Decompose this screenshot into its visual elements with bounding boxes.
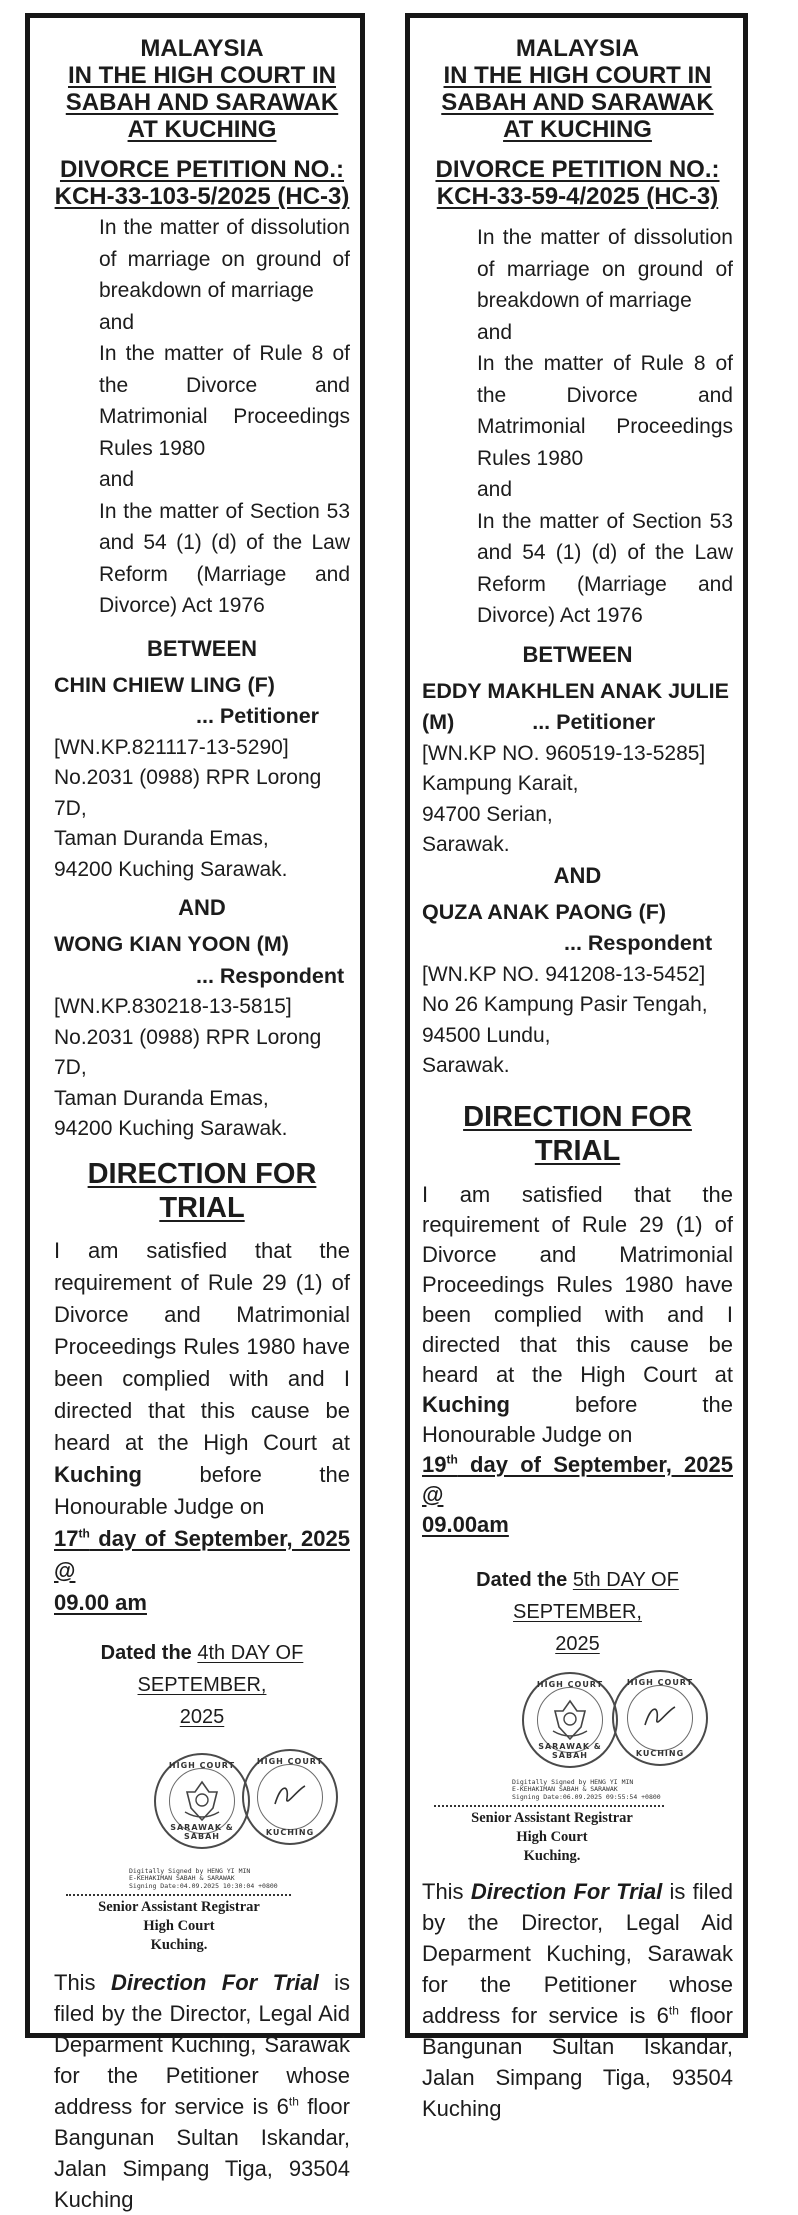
court-line-3: AT KUCHING <box>503 116 652 143</box>
signature-icon <box>267 1774 313 1820</box>
matter-section-53: In the matter of Section 53 and 54 (1) (d) of the Law Reform (Marriage and Divorce) Act 1976 <box>99 499 350 617</box>
country: MALAYSIA <box>515 35 640 62</box>
registrar-block <box>422 1809 682 1866</box>
petitioner-address-3: 94200 Kuching Sarawak. <box>54 857 288 881</box>
respondent-address-1: No.2031 (0988) RPR Lorong 7D, <box>54 1025 322 1079</box>
respondent-address-3: Sarawak. <box>422 1054 510 1077</box>
trial-date <box>422 1452 733 1507</box>
sig-line-3: Signing Date:04.09.2025 10:30:04 +0800 <box>129 1881 278 1890</box>
petition-number: KCH-33-103-5/2025 (HC-3) <box>54 183 350 210</box>
digital-signature <box>54 1868 350 1891</box>
and-heading: AND <box>178 895 226 920</box>
body-place: Kuching <box>54 1461 142 1487</box>
court-seal-left <box>154 1753 250 1849</box>
petitioner-address-2: Taman Duranda Emas, <box>54 827 269 850</box>
filed-floor-suffix: th <box>288 2094 299 2109</box>
trial-day: 17 <box>54 1525 79 1551</box>
court-line-1: IN THE HIGH COURT IN <box>443 62 712 89</box>
direction-title-text: DIRECTION FOR TRIAL <box>87 1157 317 1224</box>
sig-line-2: E-KEHAKIMAN SABAH & SARAWAK <box>512 1785 618 1793</box>
coat-of-arms-icon <box>179 1778 225 1824</box>
dated-year: 2025 <box>179 1705 225 1728</box>
trial-time: 09.00 am <box>54 1589 147 1615</box>
petitioner-address-2: 94700 Serian, <box>422 802 553 826</box>
petitioner-block <box>422 676 733 861</box>
dated-block <box>54 1637 350 1733</box>
seal-right-top-text: HIGH COURT <box>256 1756 324 1766</box>
filed-pre: This <box>422 1879 471 1904</box>
petition-label: DIVORCE PETITION NO.: <box>435 156 720 183</box>
respondent-role: ... Respondent <box>564 931 713 955</box>
respondent-address-2: Taman Duranda Emas, <box>54 1086 269 1110</box>
respondent-name: QUZA ANAK PAONG (F) <box>422 899 667 924</box>
body-text-mid: before the Honourable Judge on <box>54 1461 350 1519</box>
filed-emphasis: Direction For Trial <box>470 1879 663 1904</box>
matter-and-2: and <box>477 478 513 501</box>
direction-title <box>54 1157 350 1225</box>
body-text-pre: I am satisfied that the requirement of Rule 29 (1) of Divorce and Matrimonial Proceedings Rules 1980 have been complied with and I directed that this cause be heard at the High Court at <box>422 1181 733 1387</box>
trial-date <box>54 1526 350 1583</box>
filed-by-note <box>54 1967 350 2215</box>
seal-left-bottom-text: SARAWAK & SABAH <box>538 1741 602 1760</box>
dated-year: 2025 <box>555 1632 600 1655</box>
seal-right-bottom-text: KUCHING <box>265 1827 315 1837</box>
registrar-title: Senior Assistant Registrar <box>98 1899 260 1915</box>
direction-body <box>422 1180 733 1540</box>
registrar-place: Kuching. <box>523 1848 581 1864</box>
trial-date-rest: day of September, 2025 @ <box>54 1525 350 1583</box>
filed-emphasis: Direction For Trial <box>110 1970 319 1995</box>
respondent-address-3: 94200 Kuching Sarawak. <box>54 1117 288 1140</box>
seals-area <box>54 1743 350 1868</box>
matter-rule-8: In the matter of Rule 8 of the Divorce and Matrimonial Proceedings Rules 1980 <box>477 352 733 470</box>
matter-section-53: In the matter of Section 53 and 54 (1) (d) of the Law Reform (Marriage and Divorce) Act 1976 <box>477 509 733 627</box>
registrar-title: Senior Assistant Registrar <box>471 1810 633 1826</box>
respondent-address-1: No 26 Kampung Pasir Tengah, <box>422 993 708 1016</box>
and-heading: AND <box>553 862 602 888</box>
petitioner-address-3: Sarawak. <box>422 833 510 856</box>
petitioner-ic: [WN.KP.821117-13-5290] <box>54 735 289 759</box>
filed-pre: This <box>54 1970 111 1995</box>
respondent-block <box>54 929 350 1145</box>
digital-signature <box>422 1779 733 1802</box>
respondent-ic: [WN.KP NO. 941208-13-5452] <box>422 962 706 986</box>
petitioner-name: CHIN CHIEW LING (F) <box>54 672 275 697</box>
seals-area <box>422 1664 733 1779</box>
seal-left-bottom-text: SARAWAK & SABAH <box>170 1822 234 1841</box>
filed-floor-suffix: th <box>668 2003 679 2018</box>
petition-number: KCH-33-59-4/2025 (HC-3) <box>436 183 719 210</box>
between-heading: BETWEEN <box>522 641 633 667</box>
petitioner-role: ... Petitioner <box>532 710 656 734</box>
court-line-3: AT KUCHING <box>127 116 277 143</box>
signature-line <box>66 1894 291 1896</box>
matter-dissolution: In the matter of dissolution of marriage on ground of breakdown of marriage <box>477 226 733 312</box>
respondent-block <box>422 897 733 1082</box>
petitioner-name: EDDY MAKHLEN ANAK JULIE <box>422 678 729 703</box>
filed-post: floor Bangunan Sultan Iskandar, Jalan Simpang Tiga, 93504 Kuching <box>54 2094 350 2212</box>
direction-title-text: DIRECTION FOR TRIAL <box>463 1100 692 1167</box>
petitioner-address-1: Kampung Karait, <box>422 772 579 795</box>
respondent-role: ... Respondent <box>196 963 345 988</box>
trial-day-suffix: th <box>446 1452 458 1467</box>
registrar-court: High Court <box>143 1918 215 1934</box>
trial-day-suffix: th <box>78 1526 90 1541</box>
signature-icon <box>637 1695 683 1741</box>
petition-number-block <box>422 156 733 210</box>
petition-number-block <box>54 156 350 210</box>
sig-line-2: E-KEHAKIMAN SABAH & SARAWAK <box>129 1874 235 1882</box>
respondent-ic: [WN.KP.830218-13-5815] <box>54 995 292 1018</box>
notice-left <box>25 13 365 2212</box>
matters-block <box>54 212 350 622</box>
body-text-mid: before the Honourable Judge on <box>422 1391 733 1447</box>
filed-mid: is filed by the Director, Legal Aid Deparment Kuching, Sarawak for the Petitioner whose address for service is 6 <box>422 1879 733 2028</box>
coat-of-arms-icon <box>547 1697 593 1743</box>
filed-by-note <box>422 1876 733 2124</box>
petition-label: DIVORCE PETITION NO.: <box>59 156 344 183</box>
trial-date-rest: day of September, 2025 @ <box>422 1451 733 1507</box>
court-line-1: IN THE HIGH COURT IN <box>68 62 336 89</box>
respondent-address-2: 94500 Lundu, <box>422 1023 551 1047</box>
court-seal-right <box>242 1749 338 1845</box>
matter-and-1: and <box>99 310 135 334</box>
direction-title <box>422 1100 733 1168</box>
sig-line-1: Digitally Signed by HENG YI MIN <box>512 1777 634 1786</box>
dated-label: Dated the <box>100 1641 198 1664</box>
court-header <box>422 35 733 143</box>
matter-rule-8: In the matter of Rule 8 of the Divorce and Matrimonial Proceedings Rules 1980 <box>99 342 350 460</box>
court-line-2: SABAH AND SARAWAK <box>441 89 714 116</box>
petitioner-name-suffix: (M) <box>422 710 455 734</box>
body-text-pre: I am satisfied that the requirement of Rule 29 (1) of Divorce and Matrimonial Proceedings Rules 1980 have been complied with and I directed that this cause be heard at the High Court at <box>54 1237 350 1455</box>
petitioner-role: ... Petitioner <box>196 704 320 728</box>
body-place: Kuching <box>422 1391 510 1417</box>
registrar-court: High Court <box>516 1829 588 1845</box>
seal-left-top-text: HIGH COURT <box>536 1679 604 1689</box>
trial-time: 09.00am <box>422 1511 509 1537</box>
notice-right <box>405 13 748 2121</box>
court-header <box>54 35 350 143</box>
registrar-place: Kuching. <box>150 1937 208 1953</box>
between-heading: BETWEEN <box>147 635 257 661</box>
petitioner-address-1: No.2031 (0988) RPR Lorong 7D, <box>54 766 322 820</box>
seal-left-top-text: HIGH COURT <box>168 1760 236 1770</box>
court-line-2: SABAH AND SARAWAK <box>65 89 339 116</box>
country: MALAYSIA <box>140 35 264 62</box>
matter-and-1: and <box>477 320 513 344</box>
signature-line <box>434 1805 664 1807</box>
dated-block <box>422 1564 733 1660</box>
filed-mid: is filed by the Director, Legal Aid Deparment Kuching, Sarawak for the Petitioner whose address for service is 6 <box>54 1970 350 2119</box>
matters-block <box>422 222 733 632</box>
respondent-name: WONG KIAN YOON (M) <box>54 932 289 956</box>
petitioner-block <box>54 670 350 886</box>
sig-line-3: Signing Date:06.09.2025 09:55:54 +0800 <box>512 1792 661 1801</box>
petitioner-ic: [WN.KP NO. 960519-13-5285] <box>422 741 706 765</box>
seal-right-bottom-text: KUCHING <box>635 1748 685 1758</box>
filed-post: floor Bangunan Sultan Iskandar, Jalan Simpang Tiga, 93504 Kuching <box>422 2003 733 2121</box>
seal-right-top-text: HIGH COURT <box>626 1677 694 1687</box>
trial-day: 19 <box>422 1451 447 1477</box>
court-seal-right <box>612 1670 708 1766</box>
matter-and-2: and <box>99 468 135 491</box>
dated-label: Dated the <box>476 1568 573 1591</box>
dated-value: 5th DAY OF SEPTEMBER, <box>513 1568 679 1623</box>
dated-value: 4th DAY OF SEPTEMBER, <box>137 1641 304 1696</box>
registrar-block <box>54 1898 304 1955</box>
court-seal-left <box>522 1672 618 1768</box>
sig-line-1: Digitally Signed by HENG YI MIN <box>129 1866 251 1875</box>
direction-body <box>54 1235 350 1619</box>
matter-dissolution: In the matter of dissolution of marriage on ground of breakdown of marriage <box>99 216 350 302</box>
